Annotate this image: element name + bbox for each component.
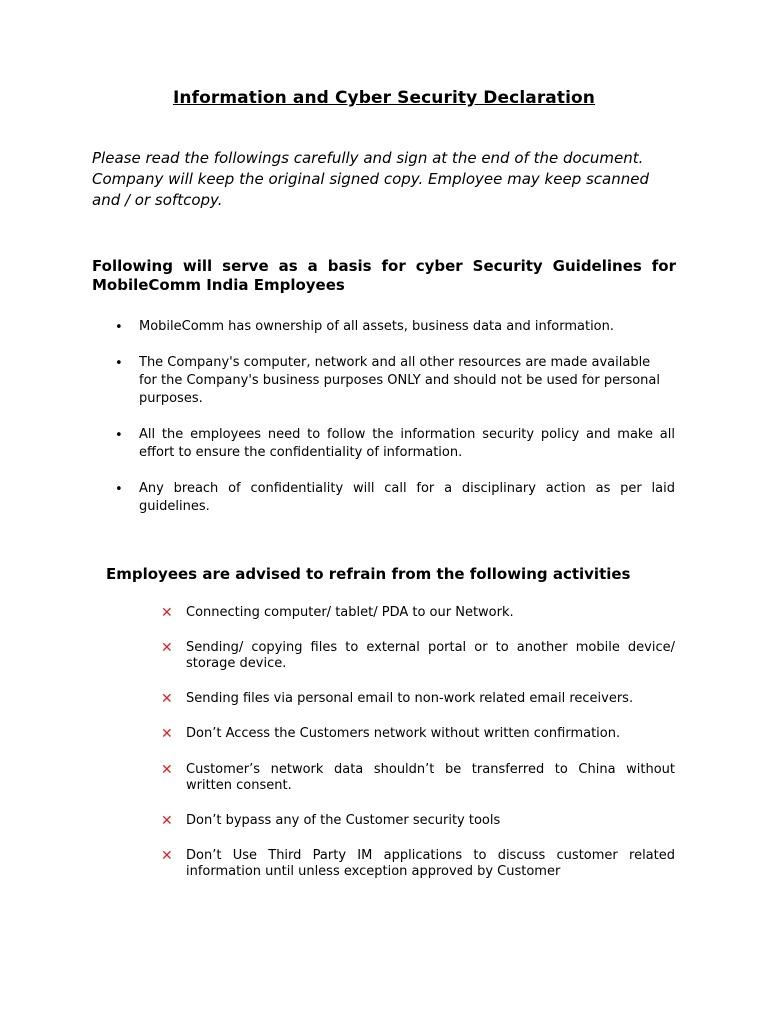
x-mark-icon: ✕ bbox=[161, 726, 173, 742]
section-heading-line: Following will serve as a basis for cyber Security Guidelines for bbox=[92, 257, 676, 275]
list-item-line: The Company's computer, network and all other resources are made available bbox=[139, 355, 651, 370]
x-mark-icon: ✕ bbox=[161, 762, 173, 778]
list-item-text bbox=[139, 426, 675, 462]
list-item-text bbox=[186, 848, 675, 880]
intro-paragraph bbox=[92, 148, 682, 211]
list-item-text bbox=[186, 762, 675, 794]
section-heading-guidelines bbox=[92, 257, 676, 295]
x-mark-icon: ✕ bbox=[161, 848, 173, 864]
list-item-line: Don’t Access the Customers network without written confirmation. bbox=[186, 726, 621, 741]
intro-line: and / or softcopy. bbox=[92, 191, 223, 209]
list-item-line: storage device. bbox=[186, 656, 287, 671]
list-item-line: effort to ensure the confidentiality of information. bbox=[139, 445, 463, 460]
list-item-line: Customer’s network data shouldn’t be transferred to China without bbox=[186, 762, 675, 777]
list-item-line: Don’t bypass any of the Customer security tools bbox=[186, 813, 501, 828]
x-mark-icon: ✕ bbox=[161, 813, 173, 829]
x-mark-icon: ✕ bbox=[161, 691, 173, 707]
intro-line: Please read the followings carefully and sign at the end of the document. bbox=[92, 149, 644, 167]
list-item-text bbox=[139, 354, 675, 408]
list-item-line: Connecting computer/ tablet/ PDA to our Network. bbox=[186, 605, 514, 620]
list-item-text bbox=[139, 480, 675, 516]
list-item-line: written consent. bbox=[186, 778, 292, 793]
list-item-line: Don’t Use Third Party IM applications to discuss customer related bbox=[186, 848, 675, 863]
intro-line: Company will keep the original signed copy. Employee may keep scanned bbox=[92, 170, 649, 188]
list-item-line: MobileComm has ownership of all assets, business data and information. bbox=[139, 319, 615, 334]
list-item-text bbox=[186, 605, 675, 621]
list-item-line: for the Company's business purposes ONLY and should not be used for personal bbox=[139, 373, 660, 388]
list-item-line: Any breach of confidentiality will call for a disciplinary action as per laid bbox=[139, 481, 675, 496]
x-mark-icon: ✕ bbox=[161, 605, 173, 621]
list-item-line: All the employees need to follow the information security policy and make all bbox=[139, 427, 675, 442]
list-item-text bbox=[186, 691, 675, 707]
x-mark-icon: ✕ bbox=[161, 640, 173, 656]
list-item-text bbox=[186, 813, 675, 829]
list-item-line: guidelines. bbox=[139, 499, 210, 514]
list-item-line: purposes. bbox=[139, 391, 203, 406]
document-title: Information and Cyber Security Declaration bbox=[172, 88, 596, 108]
bullet-icon: • bbox=[115, 428, 123, 443]
list-item-text bbox=[186, 640, 675, 672]
list-item-text bbox=[139, 318, 675, 336]
list-item-line: information until unless exception approved by Customer bbox=[186, 864, 561, 879]
section-heading-line: MobileComm India Employees bbox=[92, 276, 345, 294]
section-heading-refrain: Employees are advised to refrain from the following activities bbox=[106, 565, 631, 583]
list-item-line: Sending/ copying files to external portal or to another mobile device/ bbox=[186, 640, 675, 655]
list-item-line: Sending files via personal email to non-work related email receivers. bbox=[186, 691, 634, 706]
bullet-icon: • bbox=[115, 356, 123, 371]
bullet-icon: • bbox=[115, 482, 123, 497]
bullet-icon: • bbox=[115, 320, 123, 335]
list-item-text bbox=[186, 726, 675, 742]
